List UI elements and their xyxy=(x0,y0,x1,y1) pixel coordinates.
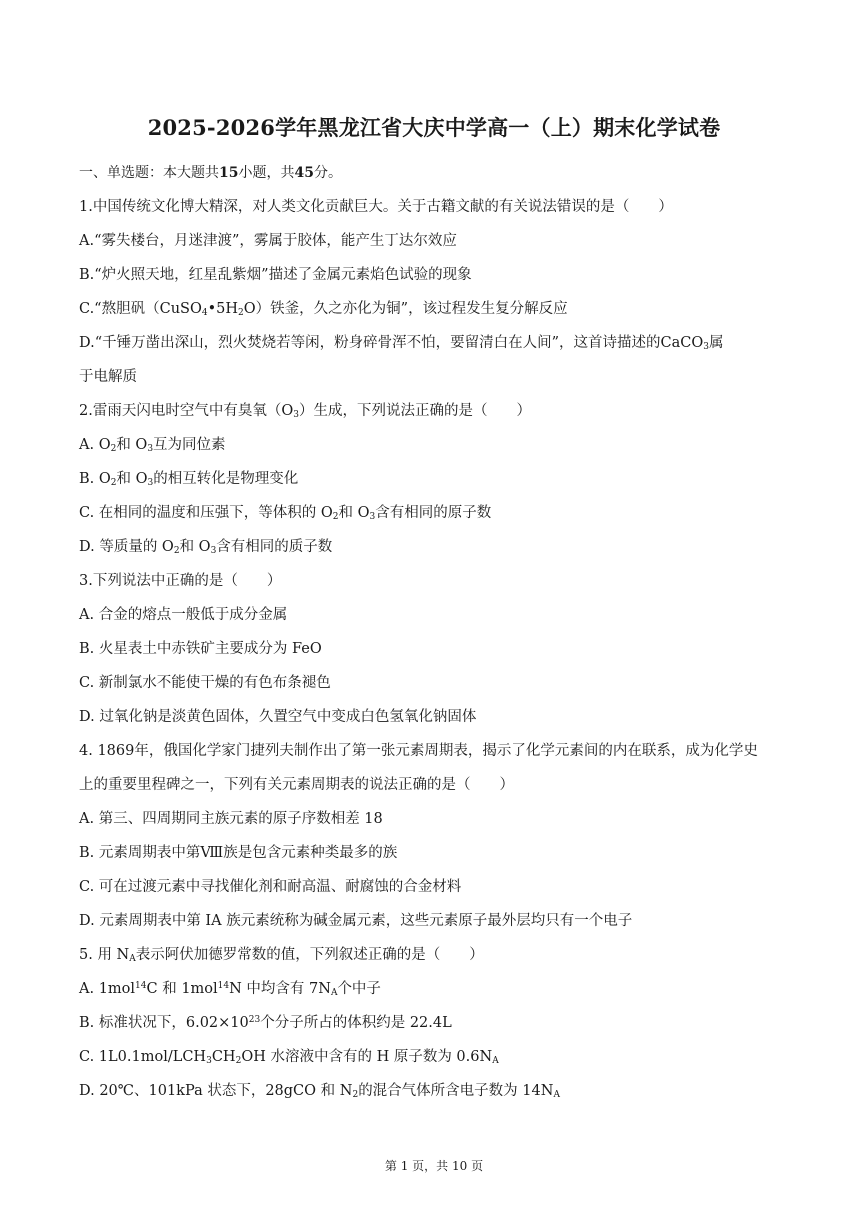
question-4-option-a: A. 第三、四周期同主族元素的原子序数相差 18 xyxy=(79,811,383,827)
text: A. 1mol xyxy=(79,981,136,997)
subscript: 4 xyxy=(201,308,208,318)
section-mid: 小题，共 xyxy=(238,165,295,181)
subscript: 2 xyxy=(110,478,117,488)
subscript: 2 xyxy=(110,444,117,454)
subscript: 2 xyxy=(173,546,180,556)
question-5-stem xyxy=(79,938,799,972)
text: O）铁釜，久之亦化为铜”，该过程发生复分解反应 xyxy=(243,301,568,317)
question-4-option-b: B. 元素周期表中第Ⅷ族是包含元素种类最多的族 xyxy=(79,845,398,861)
text: D. 等质量的 O xyxy=(79,539,174,555)
section-suffix: 分。 xyxy=(313,165,342,181)
text: C. 1L0.1mol/LCH xyxy=(79,1049,207,1065)
text: 和 O xyxy=(116,437,148,453)
section-heading xyxy=(79,156,799,190)
question-5-option-a xyxy=(79,972,799,1006)
question-1-option-d-continued: 于电解质 xyxy=(79,369,137,385)
subscript: 2 xyxy=(332,512,339,522)
text: N 中均含有 7N xyxy=(229,981,331,997)
question-4-stem-line-2: 上的重要里程碑之一，下列有关元素周期表的说法正确的是（ ） xyxy=(79,777,514,793)
subscript: 3 xyxy=(703,342,709,352)
subscript: A xyxy=(553,1090,560,1100)
question-1-option-c xyxy=(79,292,799,326)
question-2-option-d xyxy=(79,530,799,564)
question-2-stem xyxy=(79,394,799,428)
text: C. 在相同的温度和压强下，等体积的 O xyxy=(79,505,333,521)
question-5-option-b xyxy=(79,1006,799,1040)
text: C.“熬胆矾（CuSO xyxy=(79,301,202,317)
text: 个分子所占的体积约是 22.4L xyxy=(260,1015,452,1031)
text: CH xyxy=(211,1049,236,1065)
exam-title: 2025-2026学年黑龙江省大庆中学高一（上）期末化学试卷 xyxy=(147,115,721,140)
section-score: 45 xyxy=(294,165,314,181)
text: 属 xyxy=(709,335,724,351)
text: 表示阿伏加德罗常数的值，下列叙述正确的是（ ） xyxy=(135,947,484,963)
question-3-stem: 3.下列说法中正确的是（ ） xyxy=(79,573,282,589)
question-3-option-b: B. 火星表土中赤铁矿主要成分为 FeO xyxy=(79,641,322,657)
question-2-option-c xyxy=(79,496,799,530)
page-footer: 第 1 页，共 10 页 xyxy=(384,1159,484,1173)
text: 个中子 xyxy=(337,981,381,997)
text: 2.雷雨天闪电时空气中有臭氧（O xyxy=(79,403,294,419)
text: 互为同位素 xyxy=(153,437,226,453)
text: 含有相同的质子数 xyxy=(216,539,333,555)
question-list xyxy=(79,156,799,1108)
text: B. O xyxy=(79,471,111,487)
question-2-option-a xyxy=(79,428,799,462)
subscript: 3 xyxy=(293,410,299,420)
text: 和 O xyxy=(116,471,148,487)
question-1-option-a: A.“雾失楼台，月迷津渡”，雾属于胶体，能产生丁达尔效应 xyxy=(79,233,457,249)
question-4-stem-line-1: 4. 1869年，俄国化学家门捷列夫制作出了第一张元素周期表，揭示了化学元素间的内在联系，成为化学史 xyxy=(79,743,758,759)
subscript: A xyxy=(492,1056,499,1066)
text: ）生成，下列说法正确的是（ ） xyxy=(298,403,531,419)
question-5-option-d xyxy=(79,1074,799,1108)
question-4-option-c: C. 可在过渡元素中寻找催化剂和耐高温、耐腐蚀的合金材料 xyxy=(79,879,462,895)
text: D. 20℃、101kPa 状态下，28gCO 和 N xyxy=(79,1083,353,1099)
text: D.“千锤万凿出深山，烈火焚烧若等闲，粉身碎骨浑不怕，要留清白在人间”，这首诗描述的CaCO xyxy=(79,335,704,351)
question-3-option-c: C. 新制氯水不能使干燥的有色布条褪色 xyxy=(79,675,331,691)
question-1-stem: 1.中国传统文化博大精深，对人类文化贡献巨大。关于古籍文献的有关说法错误的是（ ） xyxy=(79,199,673,215)
question-3-option-d: D. 过氧化钠是淡黄色固体，久置空气中变成白色氢氧化钠固体 xyxy=(79,709,477,725)
question-3-option-a: A. 合金的熔点一般低于成分金属 xyxy=(79,607,288,623)
text: 的相互转化是物理变化 xyxy=(153,471,299,487)
subscript: 3 xyxy=(206,1056,212,1066)
text: OH 水溶液中含有的 H 原子数为 0.6N xyxy=(241,1049,493,1065)
superscript: 14 xyxy=(135,981,147,991)
text: 和 O xyxy=(338,505,370,521)
question-4-option-d: D. 元素周期表中第 IA 族元素统称为碱金属元素，这些元素原子最外层均只有一个电子 xyxy=(79,913,633,929)
text: A. O xyxy=(79,437,111,453)
question-2-option-b xyxy=(79,462,799,496)
question-1-option-b: B.“炉火照天地，红星乱紫烟”描述了金属元素焰色试验的现象 xyxy=(79,267,472,283)
text: 的混合气体所含电子数为 14N xyxy=(358,1083,554,1099)
subscript: 2 xyxy=(352,1090,359,1100)
text: 5. 用 N xyxy=(79,947,130,963)
section-count: 15 xyxy=(219,165,239,181)
subscript: 3 xyxy=(147,478,154,488)
text: B. 标准状况下，6.02×10 xyxy=(79,1015,249,1031)
superscript: 14 xyxy=(217,981,230,991)
text: 含有相同的原子数 xyxy=(375,505,492,521)
subscript: A xyxy=(330,988,338,998)
subscript: A xyxy=(129,954,136,964)
section-prefix: 一、单选题：本大题共 xyxy=(79,165,219,181)
superscript: 23 xyxy=(248,1015,261,1025)
text: 和 O xyxy=(179,539,211,555)
question-1-option-d xyxy=(79,326,799,360)
text: C 和 1mol xyxy=(146,981,218,997)
subscript: 3 xyxy=(147,444,154,454)
text: •5H xyxy=(207,301,239,317)
question-5-option-c xyxy=(79,1040,799,1074)
subscript: 3 xyxy=(369,512,376,522)
subscript: 2 xyxy=(235,1056,242,1066)
subscript: 3 xyxy=(210,546,217,556)
subscript: 2 xyxy=(238,308,244,318)
